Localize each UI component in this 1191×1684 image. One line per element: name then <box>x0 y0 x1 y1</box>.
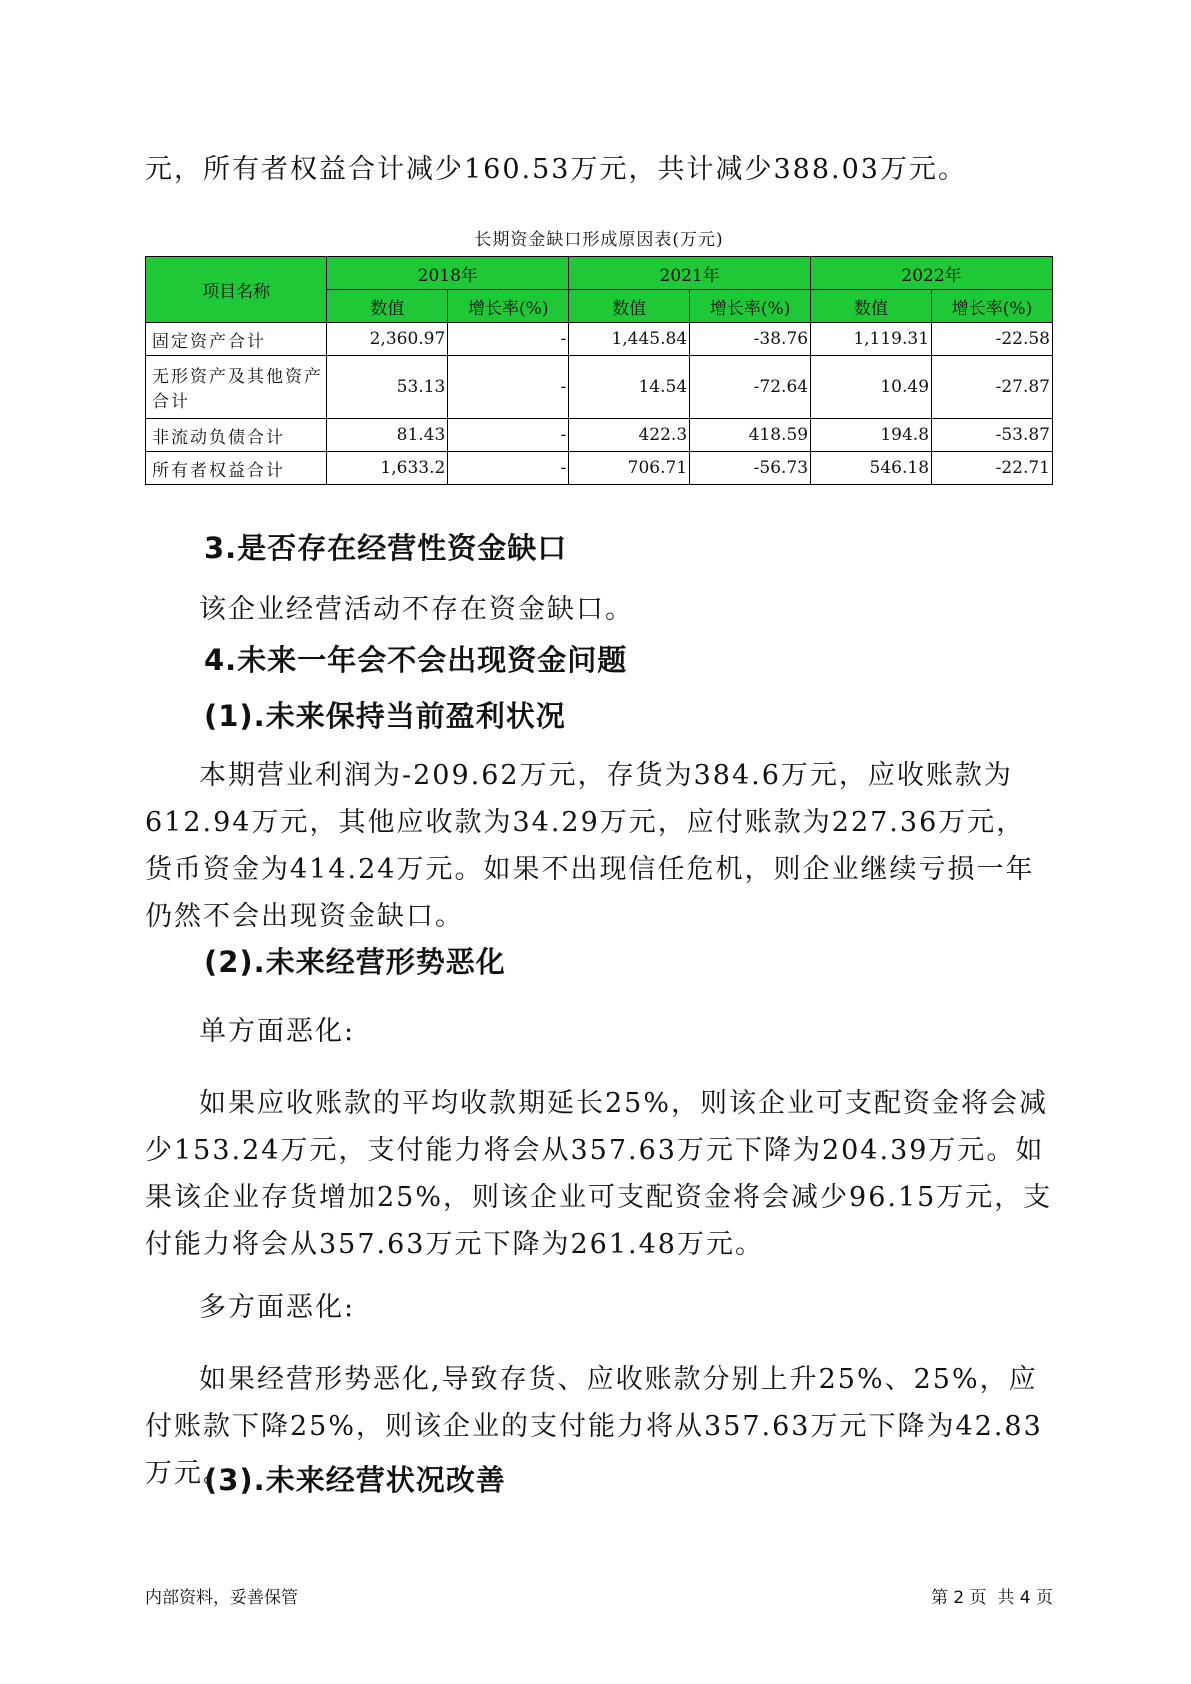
cell-value: 422.3 <box>569 419 690 452</box>
section-4-2-heading: (2).未来经营形势恶化 <box>204 945 506 979</box>
header-year-2021: 2021年 <box>569 257 811 290</box>
cell-rate: 418.59 <box>690 419 811 452</box>
row-name: 无形资产及其他资产合计 <box>146 356 327 419</box>
single-aspect-label: 单方面恶化: <box>199 1016 356 1047</box>
cell-rate: -53.87 <box>932 419 1053 452</box>
header-item-name: 项目名称 <box>146 257 327 323</box>
table-row <box>146 356 1053 419</box>
cell-rate: -22.58 <box>932 323 1053 356</box>
cell-value: 546.18 <box>811 452 932 485</box>
row-name: 固定资产合计 <box>146 323 327 356</box>
multi-aspect-label: 多方面恶化: <box>199 1292 356 1323</box>
cell-value: 81.43 <box>327 419 448 452</box>
row-name: 非流动负债合计 <box>146 419 327 452</box>
table-row <box>146 323 1053 356</box>
header-rate: 增长率(%) <box>448 290 569 323</box>
cell-value: 194.8 <box>811 419 932 452</box>
header-value: 数值 <box>811 290 932 323</box>
section-3-text: 该企业经营活动不存在资金缺口。 <box>199 594 634 625</box>
footer-page-number: 第 2 页 共 4 页 <box>930 1588 1053 1608</box>
section-4-3-heading: (3).未来经营状况改善 <box>204 1463 506 1497</box>
single-aspect-text: 如果应收账款的平均收款期延长25%，则该企业可支配资金将会减少153.24万元，支付能力将会从357.63万元下降为204.39万元。如果该企业存货增加25%，则该企业可支配资金将会减少96.15万元，支付能力将会从357.63万元下降为261.48万元。 <box>145 1088 1053 1260</box>
cell-rate: -27.87 <box>932 356 1053 419</box>
cell-rate: - <box>448 419 569 452</box>
section-4-heading: 4.未来一年会不会出现资金问题 <box>204 643 628 677</box>
multi-aspect-text: 如果经营形势恶化,导致存货、应收账款分别上升25%、25%，应付账款下降25%，则该企业的支付能力将从357.63万元下降为42.83万元。 <box>145 1364 1043 1489</box>
cell-value: 1,633.2 <box>327 452 448 485</box>
funding-gap-table <box>145 256 1053 485</box>
header-year-2022: 2022年 <box>811 257 1053 290</box>
footer-confidential: 内部资料，妥善保管 <box>145 1588 298 1608</box>
section-3-heading: 3.是否存在经营性资金缺口 <box>204 531 568 565</box>
header-value: 数值 <box>569 290 690 323</box>
cell-value: 14.54 <box>569 356 690 419</box>
cell-value: 1,445.84 <box>569 323 690 356</box>
header-rate: 增长率(%) <box>690 290 811 323</box>
cell-value: 706.71 <box>569 452 690 485</box>
table-row <box>146 419 1053 452</box>
table-caption: 长期资金缺口形成原因表(万元) <box>474 230 724 250</box>
section-4-1-heading: (1).未来保持当前盈利状况 <box>204 699 566 733</box>
cell-value: 1,119.31 <box>811 323 932 356</box>
intro-line: 元，所有者权益合计减少160.53万元，共计减少388.03万元。 <box>145 154 967 185</box>
cell-rate: -22.71 <box>932 452 1053 485</box>
cell-value: 2,360.97 <box>327 323 448 356</box>
cell-rate: -56.73 <box>690 452 811 485</box>
row-name: 所有者权益合计 <box>146 452 327 485</box>
header-year-2018: 2018年 <box>327 257 569 290</box>
cell-rate: -38.76 <box>690 323 811 356</box>
cell-value: 53.13 <box>327 356 448 419</box>
cell-rate: -72.64 <box>690 356 811 419</box>
header-rate: 增长率(%) <box>932 290 1053 323</box>
cell-value: 10.49 <box>811 356 932 419</box>
cell-rate: - <box>448 356 569 419</box>
header-value: 数值 <box>327 290 448 323</box>
cell-rate: - <box>448 323 569 356</box>
section-4-1-text: 本期营业利润为-209.62万元，存货为384.6万元，应收账款为612.94万元，其他应收款为34.29万元，应付账款为227.36万元，货币资金为414.24万元。如果不出现信任危机，则企业继续亏损一年仍然不会出现资金缺口。 <box>145 760 1035 932</box>
cell-rate: - <box>448 452 569 485</box>
table-row <box>146 452 1053 485</box>
